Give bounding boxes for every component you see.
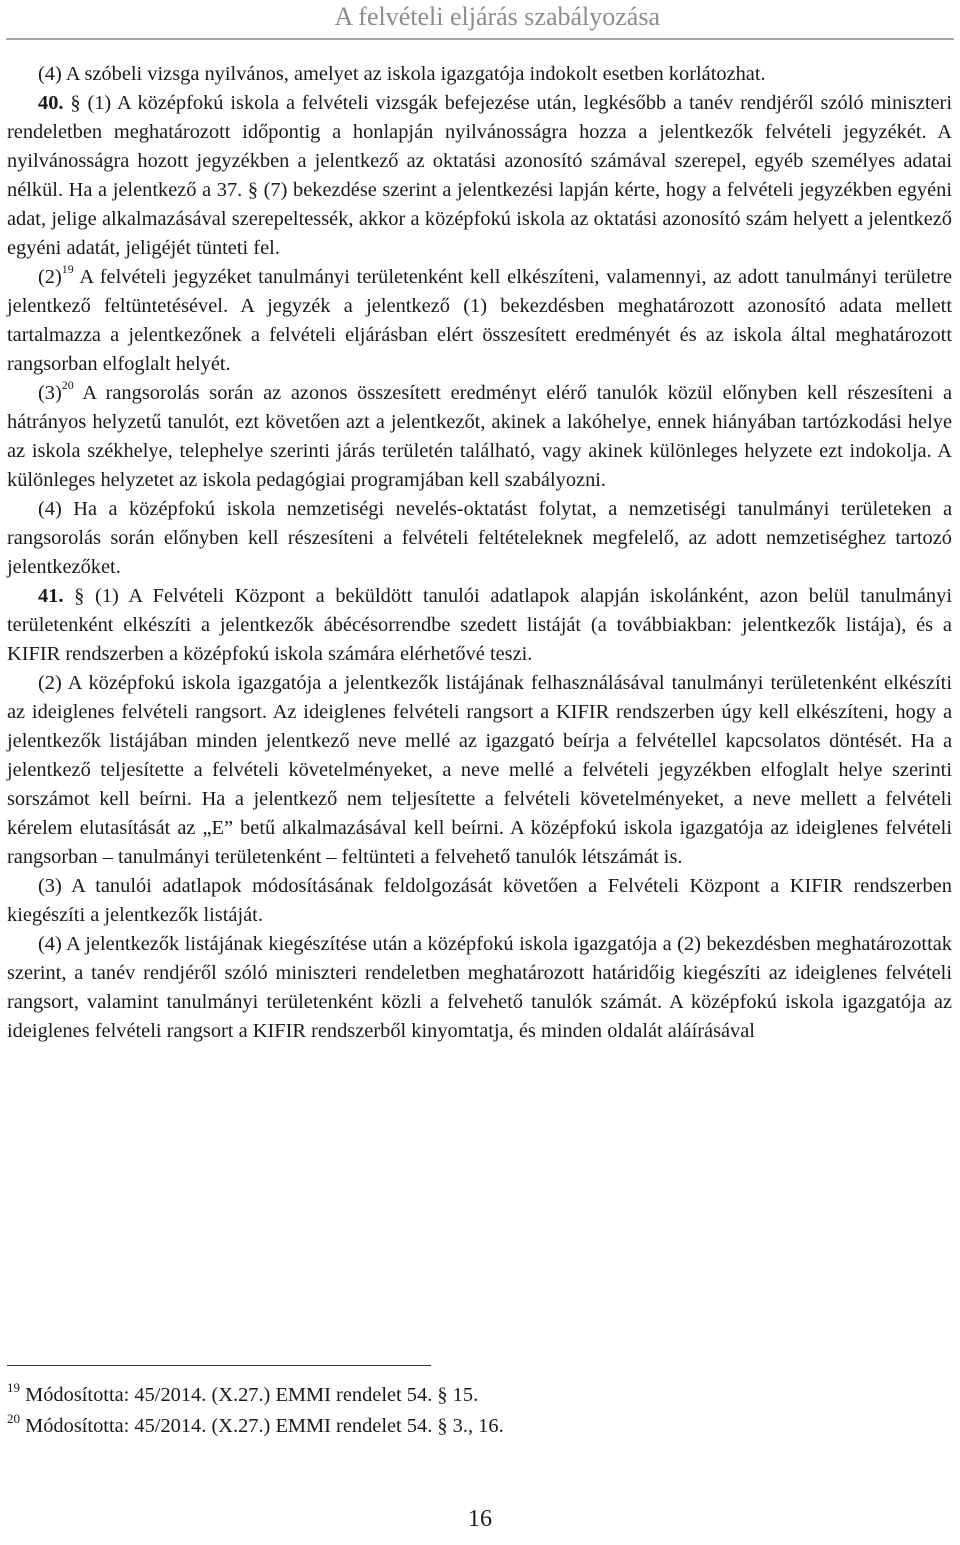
section-number: 41. (38, 585, 75, 607)
paragraph-text: A rangsorolás során az azonos összesített eredményt elérő tanulók közül előnyben kell részesíteni a hátrányos helyzetű tanulót, ezt követően azt a jelentkezőt, akinek a lakóhelye, ennek hiányában tartózkodási helye az iskola székhelye, telephelye szerinti járás területén található, vagy akinek különleges helyzete ezt indokolja. A különleges helyzetet az iskola pedagógiai programjában kell szabályozni. (7, 382, 952, 491)
paragraph (7, 60, 952, 89)
footnote-ref[interactable]: 19 (61, 262, 74, 276)
header-title: A felvételi eljárás szabályozása (334, 2, 660, 31)
paragraph-text: (4) Ha a középfokú iskola nemzetiségi nevelés-oktatást folytat, a nemzetiségi tanulmányi területeken a rangsorolás során előnyben kell részesíteni a felvételi feltételeknek megfelelő, az adott nemzetiséghez tartozó jelentkezőket. (7, 498, 952, 578)
paragraph (7, 379, 952, 495)
body-text (7, 60, 952, 1046)
header-rule (6, 38, 954, 40)
footnote-number: 19 (7, 1380, 20, 1395)
paragraph (7, 89, 952, 263)
footnote (7, 1380, 907, 1411)
paragraph (7, 669, 952, 872)
footnote (7, 1411, 907, 1442)
paragraph-lead: (3) (38, 382, 62, 404)
paragraph (7, 930, 952, 1046)
paragraph (7, 582, 952, 669)
paragraph-text: (4) A jelentkezők listájának kiegészítése után a középfokú iskola igazgatója a (2) bekezdésben meghatározottak szerint, a tanév rendjéről szóló miniszteri rendeletben meghatározott határidőig kiegészíti az ideiglenes felvételi rangsort, valamint tanulmányi területenként közli a felvehető tanulók számát. A középfokú iskola igazgatója az ideiglenes felvételi rangsort a KIFIR rendszerből kinyomtatja, és minden oldalát aláírásával (7, 933, 952, 1042)
paragraph (7, 495, 952, 582)
paragraph-text: (4) A szóbeli vizsga nyilvános, amelyet az iskola igazgatója indokolt esetben korlátozhat. (38, 63, 766, 85)
paragraph-text: § (1) A középfokú iskola a felvételi vizsgák befejezése után, legkésőbb a tanév rendjéről szóló miniszteri rendeletben meghatározott időpontig a honlapján nyilvánosságra hozza a jelentkezők felvételi jegyzékét. A nyilvánosságra hozott jegyzékben a jelentkező az oktatási azonosító számával szerepel, egyéb személyes adatai nélkül. Ha a jelentkező a 37. § (7) bekezdése szerint a jelentkezési lapján kérte, hogy a felvételi jegyzékben egyéni adat, jelige alkalmazásával szerepeltessék, akkor a középfokú iskola az oktatási azonosító szám helyett a jelentkező egyéni adatát, jeligéjét tünteti fel. (7, 92, 952, 259)
paragraph (7, 263, 952, 379)
footnote-separator (7, 1365, 431, 1366)
section-number: 40. (38, 92, 71, 114)
paragraph-text: A felvételi jegyzéket tanulmányi területenként kell elkészíteni, valamennyi, az adott tanulmányi területre jelentkező feltüntetésével. A jegyzék a jelentkező (1) bekezdésben meghatározott azonosító adata mellett tartalmazza a jelentkezőnek a felvételi eljárásban elért összesített eredményét és az iskola által meghatározott rangsorban elfoglalt helyét. (7, 266, 952, 375)
footnotes (7, 1380, 907, 1442)
page-number: 16 (468, 1506, 492, 1532)
running-header (0, 0, 960, 32)
paragraph-text: § (1) A Felvételi Központ a beküldött tanulói adatlapok alapján iskolánként, azon belül tanulmányi területenként elkészíti a jelentkezők ábécésorrendbe szedett listáját (a továbbiakban: jelentkezők listája), és a KIFIR rendszerben a középfokú iskola számára elérhetővé teszi. (7, 585, 952, 665)
footnote-text: Módosította: 45/2014. (X.27.) EMMI rendelet 54. § 15. (20, 1384, 479, 1406)
paragraph (7, 872, 952, 930)
paragraph-lead: (2) (38, 266, 62, 288)
footnote-number: 20 (7, 1411, 20, 1426)
footnote-text: Módosította: 45/2014. (X.27.) EMMI rendelet 54. § 3., 16. (20, 1415, 504, 1437)
paragraph-text: (3) A tanulói adatlapok módosításának feldolgozását követően a Felvételi Központ a KIFIR rendszerben kiegészíti a jelentkezők listáját. (7, 875, 952, 926)
footnote-ref[interactable]: 20 (61, 378, 74, 392)
paragraph-text: (2) A középfokú iskola igazgatója a jelentkezők listájának felhasználásával tanulmányi területenként elkészíti az ideiglenes felvételi rangsort. Az ideiglenes felvételi rangsort a KIFIR rendszerben úgy kell elkészíteni, hogy a jelentkezők listájában minden jelentkező neve mellé az igazgató beírja a felvétellel kapcsolatos döntését. Ha a jelentkező teljesítette a felvételi követelményeket, a neve mellé a felvételi jegyzékben elfoglalt helye szerinti sorszámot kell beírni. Ha a jelentkező nem teljesítette a felvételi követelményeket, a neve mellett a felvételi kérelem elutasítását az „E” betű alkalmazásával kell beírni. A középfokú iskola igazgatója az ideiglenes felvételi rangsorban – tanulmányi területenként – feltünteti a felvehető tanulók létszámát is. (7, 672, 952, 868)
